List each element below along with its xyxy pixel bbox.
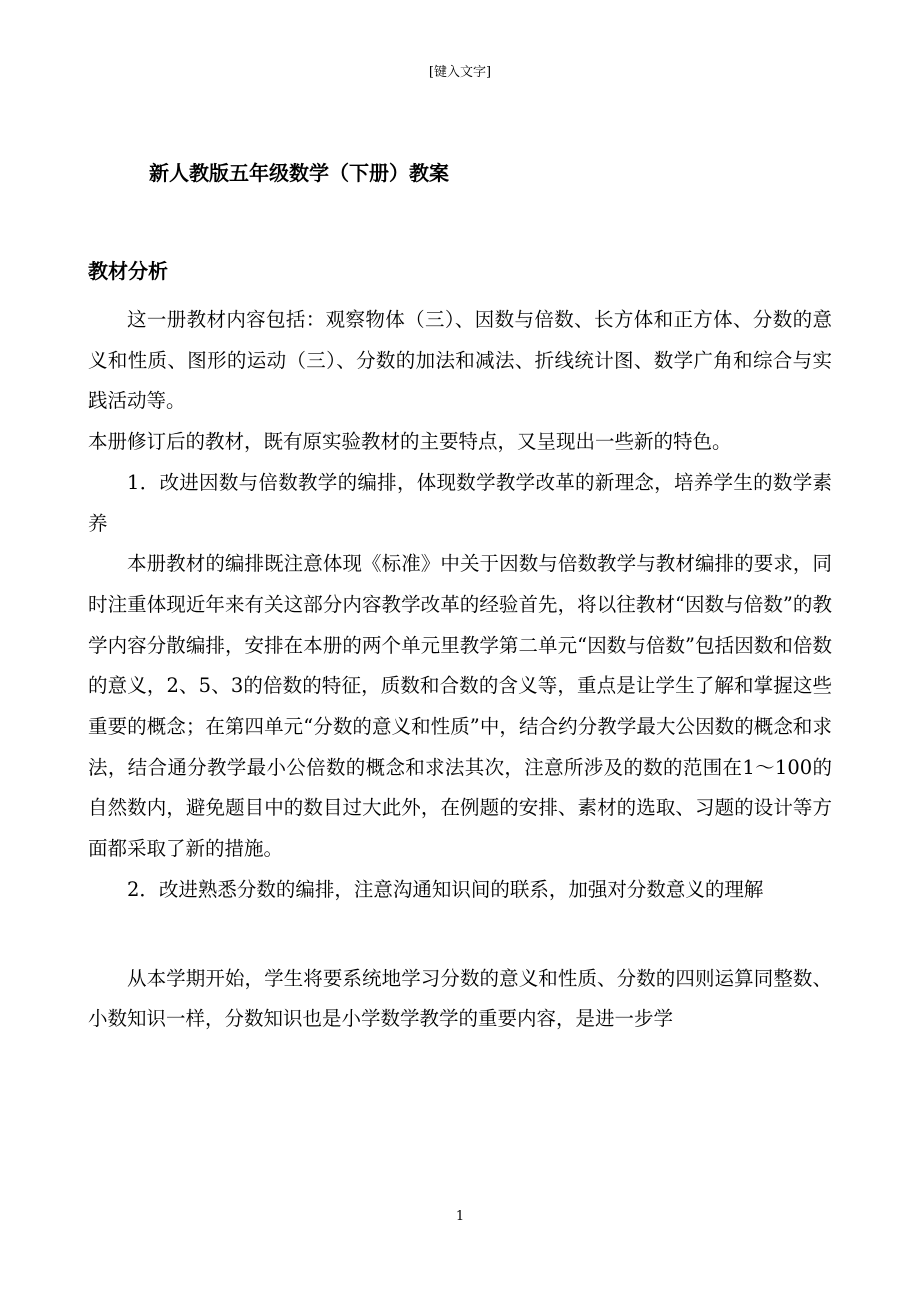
paragraph-fractions-intro: 从本学期开始，学生将要系统地学习分数的意义和性质、分数的四则运算同整数、小数知识一样，分数知识也是小学数学教学的重要内容，是进一步学: [88, 966, 832, 1031]
paragraph-revision-intro: 本册修订后的教材，既有原实验教材的主要特点，又呈现出一些新的特色。: [88, 430, 732, 454]
paragraph-point-2-heading: 2．改进熟悉分数的编排，注意沟通知识间的联系，加强对分数意义的理解: [127, 877, 764, 901]
document-body: [88, 300, 832, 1040]
document-title: 新人教版五年级数学（下册）教案: [149, 161, 449, 185]
paragraph-content-overview: 这一册教材内容包括：观察物体（三）、因数与倍数、长方体和正方体、分数的意义和性质、图形的运动（三）、分数的加法和减法、折线统计图、数学广角和综合与实践活动等。: [88, 308, 832, 413]
page-header: [键入文字]: [428, 65, 492, 80]
paragraph-point-1-detail: 本册教材的编排既注意体现《标准》中关于因数与倍数教学与教材编排的要求，同时注重体现近年来有关这部分内容教学改革的经验首先，将以往教材“因数与倍数”的教学内容分散编排，安排在本册的两个单元里教学第二单元“因数与倍数”包括因数和倍数的意义，2、5、3的倍数的特征，质数和合数的含义等，重点是让学生了解和掌握这些重要的概念；在第四单元“分数的意义和性质”中，结合约分教学最大公因数的概念和求法，结合通分教学最小公倍数的概念和求法其次，注意所涉及的数的范围在1～100的自然数内，避免题目中的数目过大此外，在例题的安排、素材的选取、习题的设计等方面都采取了新的措施。: [88, 552, 832, 861]
paragraph-spacer: [88, 911, 832, 959]
section-heading: 教材分析: [88, 259, 168, 283]
page-number: 1: [455, 1209, 465, 1224]
paragraph-point-1-heading: 1．改进因数与倍数教学的编排，体现数学教学改革的新理念，培养学生的数学素养: [88, 470, 832, 535]
